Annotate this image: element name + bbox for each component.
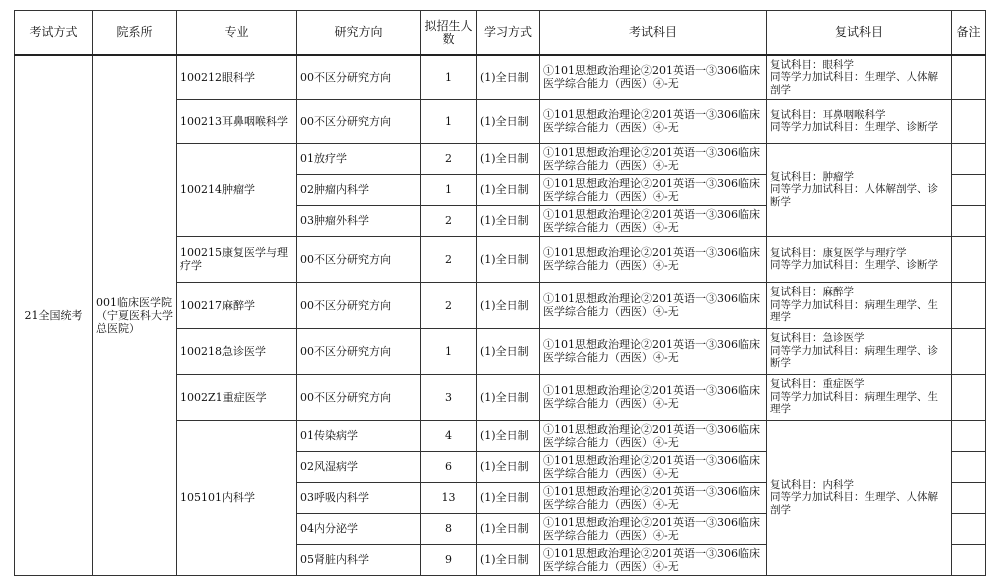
major-cell: 100213耳鼻咽喉科学 (177, 99, 297, 143)
notes-cell (952, 236, 986, 282)
notes-cell (952, 482, 986, 513)
exam-mode-cell: 21全国统考 (15, 55, 93, 575)
header-major: 专业 (177, 11, 297, 56)
count-cell: 13 (421, 482, 477, 513)
notes-cell (952, 99, 986, 143)
study-mode-cell: (1)全日制 (477, 482, 540, 513)
exam-subjects-cell: ①101思想政治理论②201英语一③306临床医学综合能力（西医）④-无 (540, 544, 767, 575)
major-cell: 1002Z1重症医学 (177, 374, 297, 420)
notes-cell (952, 55, 986, 99)
study-mode-cell: (1)全日制 (477, 374, 540, 420)
study-mode-cell: (1)全日制 (477, 55, 540, 99)
exam-subjects-cell: ①101思想政治理论②201英语一③306临床医学综合能力（西医）④-无 (540, 143, 767, 174)
direction-cell: 05肾脏内科学 (297, 544, 421, 575)
count-cell: 8 (421, 513, 477, 544)
count-cell: 3 (421, 374, 477, 420)
retest-subjects-cell: 复试科目：麻醉学 同等学力加试科目：病理生理学、生理学 (767, 282, 952, 328)
exam-subjects-cell: ①101思想政治理论②201英语一③306临床医学综合能力（西医）④-无 (540, 482, 767, 513)
notes-cell (952, 513, 986, 544)
major-cell: 105101内科学 (177, 420, 297, 575)
header-notes: 备注 (952, 11, 986, 56)
count-cell: 1 (421, 328, 477, 374)
major-cell: 100212眼科学 (177, 55, 297, 99)
direction-cell: 00不区分研究方向 (297, 282, 421, 328)
direction-cell: 00不区分研究方向 (297, 55, 421, 99)
header-exam-subjects: 考试科目 (540, 11, 767, 56)
notes-cell (952, 205, 986, 236)
count-cell: 9 (421, 544, 477, 575)
exam-subjects-cell: ①101思想政治理论②201英语一③306临床医学综合能力（西医）④-无 (540, 282, 767, 328)
retest-subjects-cell: 复试科目：耳鼻咽喉科学 同等学力加试科目：生理学、诊断学 (767, 99, 952, 143)
header-exam-mode: 考试方式 (15, 11, 93, 56)
direction-cell: 00不区分研究方向 (297, 328, 421, 374)
study-mode-cell: (1)全日制 (477, 236, 540, 282)
study-mode-cell: (1)全日制 (477, 513, 540, 544)
exam-subjects-cell: ①101思想政治理论②201英语一③306临床医学综合能力（西医）④-无 (540, 374, 767, 420)
direction-cell: 04内分泌学 (297, 513, 421, 544)
count-cell: 2 (421, 282, 477, 328)
exam-subjects-cell: ①101思想政治理论②201英语一③306临床医学综合能力（西医）④-无 (540, 205, 767, 236)
exam-subjects-cell: ①101思想政治理论②201英语一③306临床医学综合能力（西医）④-无 (540, 328, 767, 374)
direction-cell: 00不区分研究方向 (297, 374, 421, 420)
retest-subjects-cell: 复试科目：眼科学 同等学力加试科目：生理学、人体解剖学 (767, 55, 952, 99)
count-cell: 1 (421, 174, 477, 205)
count-cell: 6 (421, 451, 477, 482)
study-mode-cell: (1)全日制 (477, 205, 540, 236)
retest-subjects-cell: 复试科目：内科学 同等学力加试科目：生理学、人体解剖学 (767, 420, 952, 575)
exam-subjects-cell: ①101思想政治理论②201英语一③306临床医学综合能力（西医）④-无 (540, 420, 767, 451)
study-mode-cell: (1)全日制 (477, 99, 540, 143)
direction-cell: 00不区分研究方向 (297, 236, 421, 282)
study-mode-cell: (1)全日制 (477, 328, 540, 374)
department-cell: 001临床医学院（宁夏医科大学总医院） (93, 55, 177, 575)
study-mode-cell: (1)全日制 (477, 544, 540, 575)
notes-cell (952, 282, 986, 328)
count-cell: 2 (421, 236, 477, 282)
retest-subjects-cell: 复试科目：康复医学与理疗学 同等学力加试科目：生理学、诊断学 (767, 236, 952, 282)
study-mode-cell: (1)全日制 (477, 143, 540, 174)
count-cell: 4 (421, 420, 477, 451)
header-study-mode: 学习方式 (477, 11, 540, 56)
notes-cell (952, 374, 986, 420)
notes-cell (952, 451, 986, 482)
header-retest-subjects: 复试科目 (767, 11, 952, 56)
notes-cell (952, 143, 986, 174)
retest-subjects-cell: 复试科目：急诊医学 同等学力加试科目：病理生理学、诊断学 (767, 328, 952, 374)
count-cell: 2 (421, 143, 477, 174)
direction-cell: 03呼吸内科学 (297, 482, 421, 513)
exam-subjects-cell: ①101思想政治理论②201英语一③306临床医学综合能力（西医）④-无 (540, 55, 767, 99)
direction-cell: 03肿瘤外科学 (297, 205, 421, 236)
header-department: 院系所 (93, 11, 177, 56)
exam-subjects-cell: ①101思想政治理论②201英语一③306临床医学综合能力（西医）④-无 (540, 99, 767, 143)
study-mode-cell: (1)全日制 (477, 420, 540, 451)
major-cell: 100214肿瘤学 (177, 143, 297, 236)
retest-subjects-cell: 复试科目：重症医学 同等学力加试科目：病理生理学、生理学 (767, 374, 952, 420)
table-body (15, 55, 986, 575)
header-direction: 研究方向 (297, 11, 421, 56)
major-cell: 100218急诊医学 (177, 328, 297, 374)
notes-cell (952, 420, 986, 451)
admissions-table (14, 10, 986, 576)
direction-cell: 02风湿病学 (297, 451, 421, 482)
admissions-table-sheet (14, 10, 986, 576)
study-mode-cell: (1)全日制 (477, 451, 540, 482)
direction-cell: 02肿瘤内科学 (297, 174, 421, 205)
count-cell: 2 (421, 205, 477, 236)
count-cell: 1 (421, 55, 477, 99)
table-header (15, 11, 986, 56)
table-row (15, 55, 986, 99)
major-cell: 100215康复医学与理疗学 (177, 236, 297, 282)
retest-subjects-cell: 复试科目：肿瘤学 同等学力加试科目：人体解剖学、诊断学 (767, 143, 952, 236)
exam-subjects-cell: ①101思想政治理论②201英语一③306临床医学综合能力（西医）④-无 (540, 513, 767, 544)
direction-cell: 00不区分研究方向 (297, 99, 421, 143)
header-count: 拟招生人数 (421, 11, 477, 56)
count-cell: 1 (421, 99, 477, 143)
exam-subjects-cell: ①101思想政治理论②201英语一③306临床医学综合能力（西医）④-无 (540, 451, 767, 482)
notes-cell (952, 544, 986, 575)
direction-cell: 01传染病学 (297, 420, 421, 451)
notes-cell (952, 174, 986, 205)
exam-subjects-cell: ①101思想政治理论②201英语一③306临床医学综合能力（西医）④-无 (540, 174, 767, 205)
notes-cell (952, 328, 986, 374)
major-cell: 100217麻醉学 (177, 282, 297, 328)
study-mode-cell: (1)全日制 (477, 282, 540, 328)
study-mode-cell: (1)全日制 (477, 174, 540, 205)
direction-cell: 01放疗学 (297, 143, 421, 174)
exam-subjects-cell: ①101思想政治理论②201英语一③306临床医学综合能力（西医）④-无 (540, 236, 767, 282)
